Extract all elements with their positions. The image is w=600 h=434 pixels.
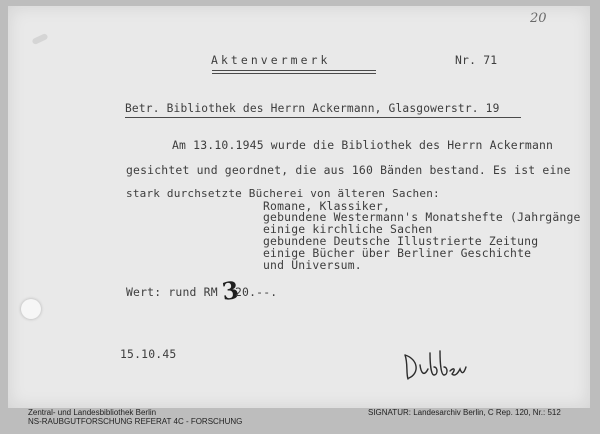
contents-list-item: einige Bücher über Berliner Geschichte <box>263 246 532 260</box>
subject-line: Betr. Bibliothek des Herrn Ackermann, Glasgowerstr. 19 <box>125 102 500 115</box>
footer-department: NS-RAUBGUTFORSCHUNG REFERAT 4C - FORSCHUNG <box>28 417 243 426</box>
value-handwritten-digit: 3 <box>220 274 241 307</box>
body-line: gesichtet und geordnet, die aus 160 Bänden bestand. Es ist eine <box>126 163 571 177</box>
document-date: 15.10.45 <box>120 347 177 361</box>
body-line: stark durchsetzte Bücherei von älteren Sachen: <box>126 187 440 200</box>
subject-underline <box>125 117 521 118</box>
paper-smudge <box>31 33 48 45</box>
punch-hole-top <box>21 299 41 319</box>
contents-list-item: gebundene Westermann's Monatshefte (Jahrgänge <box>263 210 581 224</box>
value-prefix: Wert: rund RM <box>126 285 218 299</box>
handwritten-page-number: 20 <box>530 11 547 26</box>
body-line: Am 13.10.1945 wurde die Bibliothek des Herrn Ackermann <box>172 138 554 152</box>
footer-institution: Zentral- und Landesbibliothek Berlin <box>28 408 157 417</box>
title-double-underline <box>212 70 376 74</box>
contents-list-item: gebundene Deutsche Illustrierte Zeitung <box>263 234 539 248</box>
footer-signature-ref: SIGNATUR: Landesarchiv Berlin, C Rep. 120, Nr.: 512 <box>368 408 561 417</box>
document-number: Nr. 71 <box>455 53 498 67</box>
signature <box>400 345 470 385</box>
value-suffix: 20.--. <box>235 285 278 299</box>
document-title: Aktenvermerk <box>211 53 331 67</box>
contents-list-item: einige kirchliche Sachen <box>263 222 433 236</box>
contents-list-item: Romane, Klassiker, <box>263 199 391 213</box>
contents-list-item: und Universum. <box>263 258 362 272</box>
